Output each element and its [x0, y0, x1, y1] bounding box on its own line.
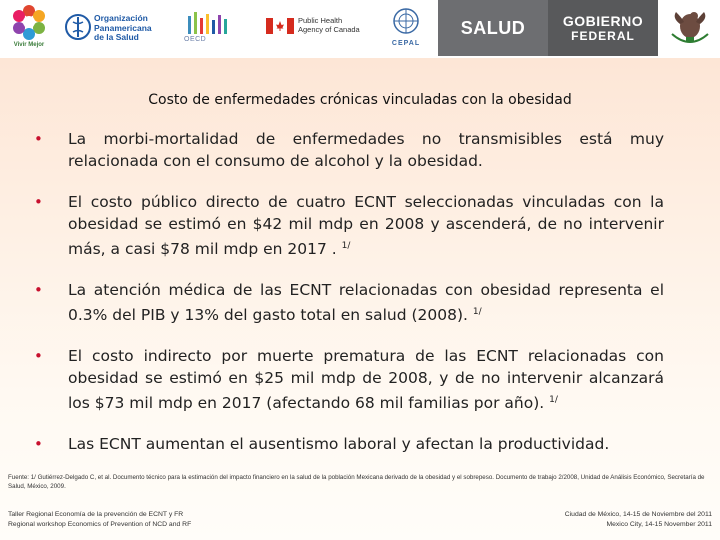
- oecd-logo: [180, 10, 250, 48]
- ops-line-1: Organización: [94, 13, 148, 23]
- bullet-list: [34, 128, 664, 474]
- oecd-emblem-icon: [180, 10, 240, 36]
- phac-line-2: Agency of Canada: [298, 25, 360, 34]
- bullet-item: [34, 279, 664, 326]
- vivir-mejor-logo: [6, 4, 52, 54]
- gobierno-label: GOBIERNO: [562, 13, 644, 29]
- eagle-seal-icon: [664, 4, 716, 52]
- bullet-item: [34, 128, 664, 172]
- cepal-logo: [388, 6, 424, 50]
- salud-label: SALUD: [460, 17, 526, 38]
- bullet-text: La morbi-mortalidad de enfermedades no transmisibles está muy relacionada con el consumo de alcohol y la obesidad.: [68, 130, 664, 170]
- oecd-label: OECD: [184, 36, 207, 43]
- gobierno-federal-logo: [548, 0, 658, 56]
- federal-label: FEDERAL: [571, 29, 635, 43]
- footer-left-line-1: Taller Regional Economía de la prevención de ECNT y FR: [8, 511, 184, 518]
- vivir-mejor-label: Vivir Mejor: [13, 42, 45, 48]
- bullet-item: [34, 345, 664, 414]
- bullet-dot-icon: •: [34, 347, 43, 366]
- bullet-dot-icon: •: [34, 281, 43, 300]
- bullet-dot-icon: •: [34, 193, 43, 211]
- slide-title: Costo de enfermedades crónicas vinculadas con la obesidad: [148, 92, 572, 108]
- un-emblem-icon: [388, 6, 424, 38]
- cepal-label: CEPAL: [391, 40, 421, 47]
- bullet-text: El costo indirecto por muerte prematura de las ECNT relacionadas con obesidad se estimó en $25 mil mdp de 2008, y de no intervenir alcanzará los $73 mil mdp en 2017 (afectando 68 mil familias por año).: [68, 347, 664, 413]
- escudo-nacional-logo: [664, 4, 716, 52]
- ops-emblem-icon: [64, 12, 92, 42]
- vivir-mejor-flower-icon: [6, 4, 52, 42]
- bullet-text: La atención médica de las ECNT relacionadas con obesidad representa el 0.3% del PIB y 13% del gasto total en salud (2008).: [68, 281, 664, 325]
- bullet-text: Las ECNT aumentan el ausentismo laboral y afectan la productividad.: [68, 435, 610, 454]
- source-note: Fuente: 1/ Gutiérrez-Delgado C, et al. Documento técnico para la estimación del impacto financiero en la salud de la población Mexicana derivado de la obesidad y el sobrepeso. Documento de trabajo 2/2008, Unidad de Análisis Económico, Secretaría de Salud, México, 2009.: [8, 474, 705, 490]
- bullet-item: [34, 191, 664, 260]
- canada-flag-icon: [266, 18, 294, 34]
- footer-right: [565, 510, 712, 530]
- phac-line-1: Public Health: [298, 16, 343, 25]
- footnote-ref: 1/: [472, 307, 482, 318]
- footnote-ref: 1/: [341, 241, 351, 251]
- ops-line-3: de la Salud: [94, 32, 139, 42]
- footer-right-line-2: Mexico City, 14-15 November 2011: [606, 521, 712, 528]
- bullet-dot-icon: •: [34, 435, 43, 454]
- footer-right-line-1: Ciudad de México, 14-15 de Noviembre del 2011: [564, 511, 712, 518]
- footer-left: [8, 510, 191, 530]
- bullet-item: [34, 433, 664, 455]
- footnote-ref: 1/: [549, 395, 558, 406]
- ops-logo: [64, 12, 174, 46]
- salud-logo: [438, 0, 548, 56]
- bullet-text: El costo público directo de cuatro ECNT seleccionadas vinculadas con la obesidad se estimó en $42 mil mdp en 2008 y ascenderá, de no intervenir más, a casi $78 mil mdp en 2017 .: [68, 193, 664, 259]
- logo-bar: [0, 0, 720, 58]
- phac-logo: [266, 14, 376, 42]
- bullet-dot-icon: •: [34, 130, 43, 148]
- ops-line-2: Panamericana: [94, 22, 152, 33]
- footer-left-line-2: Regional workshop Economics of Prevention of NCD and RF: [8, 521, 192, 528]
